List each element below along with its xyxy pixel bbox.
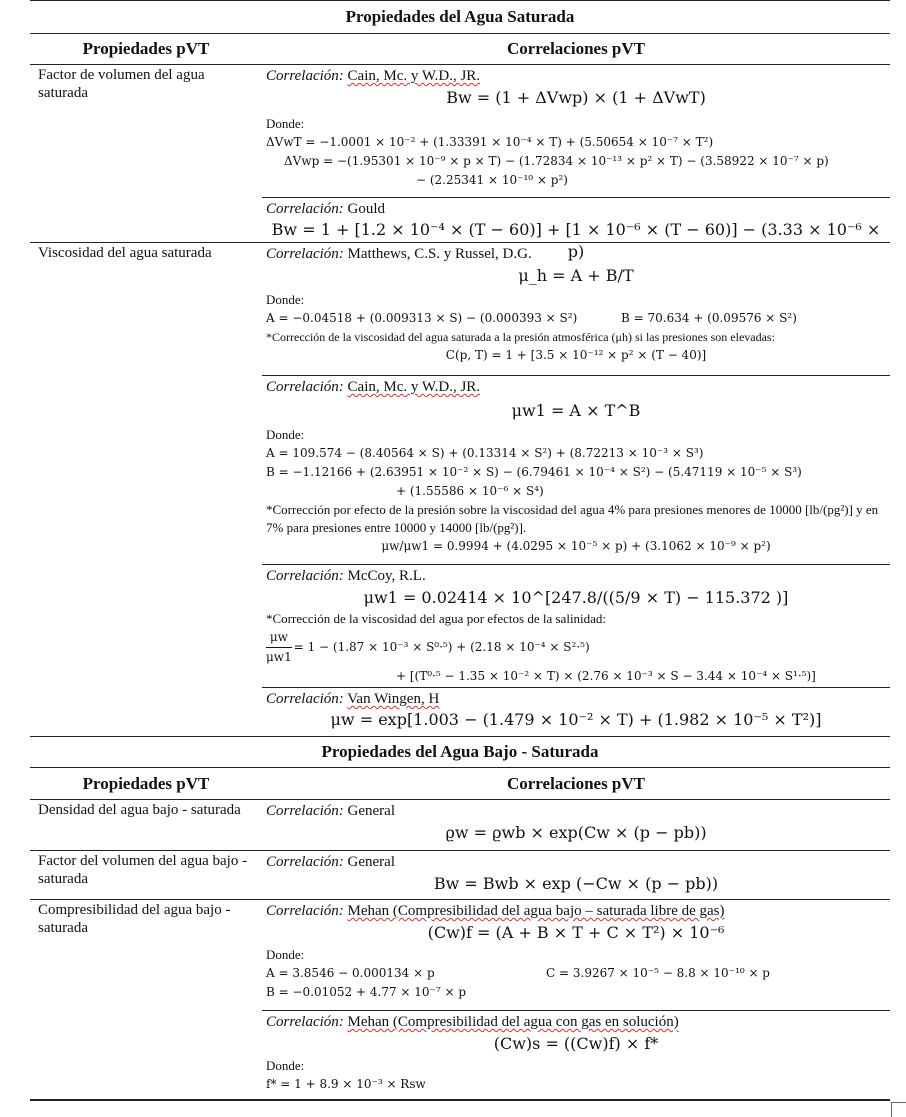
header-properties: Propiedades pVT [82,39,210,58]
equation: Bw = (1 + ΔVwp) × (1 + ΔVwT) [446,88,706,107]
correlation-cain-bw: Correlación: Cain, Mc. y W.D., JR. Bw = (1 + ΔVwp) × (1 + ΔVwT) Donde: ΔVwT = −1.0001 × 10⁻² + (1.33391 × 10⁻⁴ × T) + (5.50654 × 10⁻⁷ × T²) ΔVwp = −(1.95301 × 10⁻⁹ × p × T) − (1.72834 × 10⁻¹³ × p² × T) − (3.58922 × 10⁻⁷ × p) − (2.25341 × 10⁻¹⁰ × p²) [262,65,890,197]
header-correlations: Correlaciones pVT [506,39,646,58]
equation: (Cw)s = ((Cw)f) × f* [493,1034,659,1053]
row-compresibilidad [30,900,890,1100]
correlation-densidad: Correlación: General ϱw = ϱwb × exp(Cw × (p − pb)) [262,800,890,850]
row-viscosidad [30,243,890,737]
equation: μw = exp[1.003 − (1.479 × 10⁻² × T) + (1.982 × 10⁻⁵ × T²)] [330,710,822,729]
property-label: Densidad del agua bajo - saturada [38,802,241,818]
page-corner-handle [891,1102,906,1117]
correlation-vanwingen: Correlación: Van Wingen, H μw = exp[1.003 − (1.479 × 10⁻² × T) + (1.982 × 10⁻⁵ × T²)] [262,687,890,736]
section-title-saturada: Propiedades del Agua Saturada [30,0,890,34]
equation: ϱw = ϱwb × exp(Cw × (p − pb)) [445,823,707,842]
property-label: Compresibilidad del agua bajo - saturada [38,902,231,936]
correlation-mccoy: Correlación: McCoy, R.L. μw1 = 0.02414 × 10^[247.8/((5/9 × T) − 115.372 )] *Corrección de la viscosidad del agua por efectos de la salinidad: $\frac{\mu w}{\mu w1}$ = 1 − (1.87 × 10⁻³ × S⁰·⁵) + (2.18 × 10⁻⁴ × S²·⁵) + [(T⁰·⁵ − 1.35 × 10⁻² × T) × (2.76 × 10⁻³ × S − 3.44 × 10⁻⁴ × S¹·⁵)] [262,564,890,687]
correlation-matthews: Correlación: Matthews, C.S. y Russel, D.G. μ_h = A + B/T Donde: A = −0.04518 + (0.009313 × S) − (0.000393 × S²) B = 70.634 + (0.09576 × S²) *Corrección de la viscosidad del agua saturada a la presión atmosférica (μh) si las presiones son elevadas: C(p, T) = 1 + [3.5 × 10⁻¹² × p² × (T − 40)] [262,243,890,375]
equation: μ_h = A + B/T [518,266,634,285]
property-label: Factor de volumen del agua saturada [38,67,205,101]
equation: μw1 = A × T^B [511,401,641,420]
row-densidad [30,800,890,851]
pvt-table [30,0,890,1101]
equation: Bw = Bwb × exp (−Cw × (p − pb)) [433,874,719,893]
equation: (Cw)f = (A + B × T + C × T²) × 10⁻⁶ [427,923,725,942]
correlation-mehan-gas: Correlación: Mehan (Compresibilidad del agua con gas en solución) (Cw)s = ((Cw)f) × f* Donde: f* = 1 + 8.9 × 10⁻³ × Rsw [262,1010,890,1099]
header-correlations: Correlaciones pVT [506,773,646,793]
row-factor-bajo [30,851,890,900]
equation: μw1 = 0.02414 × 10^[247.8/((5/9 × T) − 115.372 )] [363,588,789,607]
header-properties: Propiedades pVT [82,773,210,793]
table-header [30,34,890,65]
table-bottom-rule [30,1100,890,1101]
equation: Bw = 1 + [1.2 × 10⁻⁴ × (T − 60)] + [1 × 10⁻⁶ × (T − 60)] − (3.33 × 10⁻⁶ × p) [271,220,881,261]
correlation-cain-mu: Correlación: Cain, Mc. y W.D., JR. μw1 = A × T^B Donde: A = 109.574 − (8.40564 × S) + (0.13314 × S²) + (8.72213 × 10⁻³ × S³) B = −1.12166 + (2.63951 × 10⁻² × S) − (6.79461 × 10⁻⁴ × S²) − (5.47119 × 10⁻⁵ × S³) + (1.55586 × 10⁻⁶ × S⁴) *Corrección por efecto de la presión sobre la viscosidad del agua 4% para presiones menores de 10000 [lb/(pg²)] y en 7% para presiones entre 10000 y 14000 [lb/(pg²)]. μw/μw1 = 0.9994 + (4.0295 × 10⁻⁵ × p) + (3.1062 × 10⁻⁹ × p²) [262,375,890,564]
table-header [30,768,890,800]
correlation-gould-bw: Correlación: Gould Bw = 1 + [1.2 × 10⁻⁴ × (T − 60)] + [1 × 10⁻⁶ × (T − 60)] − (3.33 × 10⁻⁶ × p) [262,197,890,242]
section-title-bajo-saturada: Propiedades del Agua Bajo - Saturada [30,737,890,768]
property-label: Factor del volumen del agua bajo - saturada [38,853,248,887]
property-label: Viscosidad del agua saturada [38,245,212,261]
correlation-factor-bajo: Correlación: General Bw = Bwb × exp (−Cw × (p − pb)) [262,851,890,899]
correlation-mehan-libre: Correlación: Mehan (Compresibilidad del agua bajo – saturada libre de gas) (Cw)f = (A + B × T + C × T²) × 10⁻⁶ Donde: A = 3.8546 − 0.000134 × p C = 3.9267 × 10⁻⁵ − 8.8 × 10⁻¹⁰ × p B = −0.01052 + 4.77 × 10⁻⁷ × p [262,900,890,1010]
